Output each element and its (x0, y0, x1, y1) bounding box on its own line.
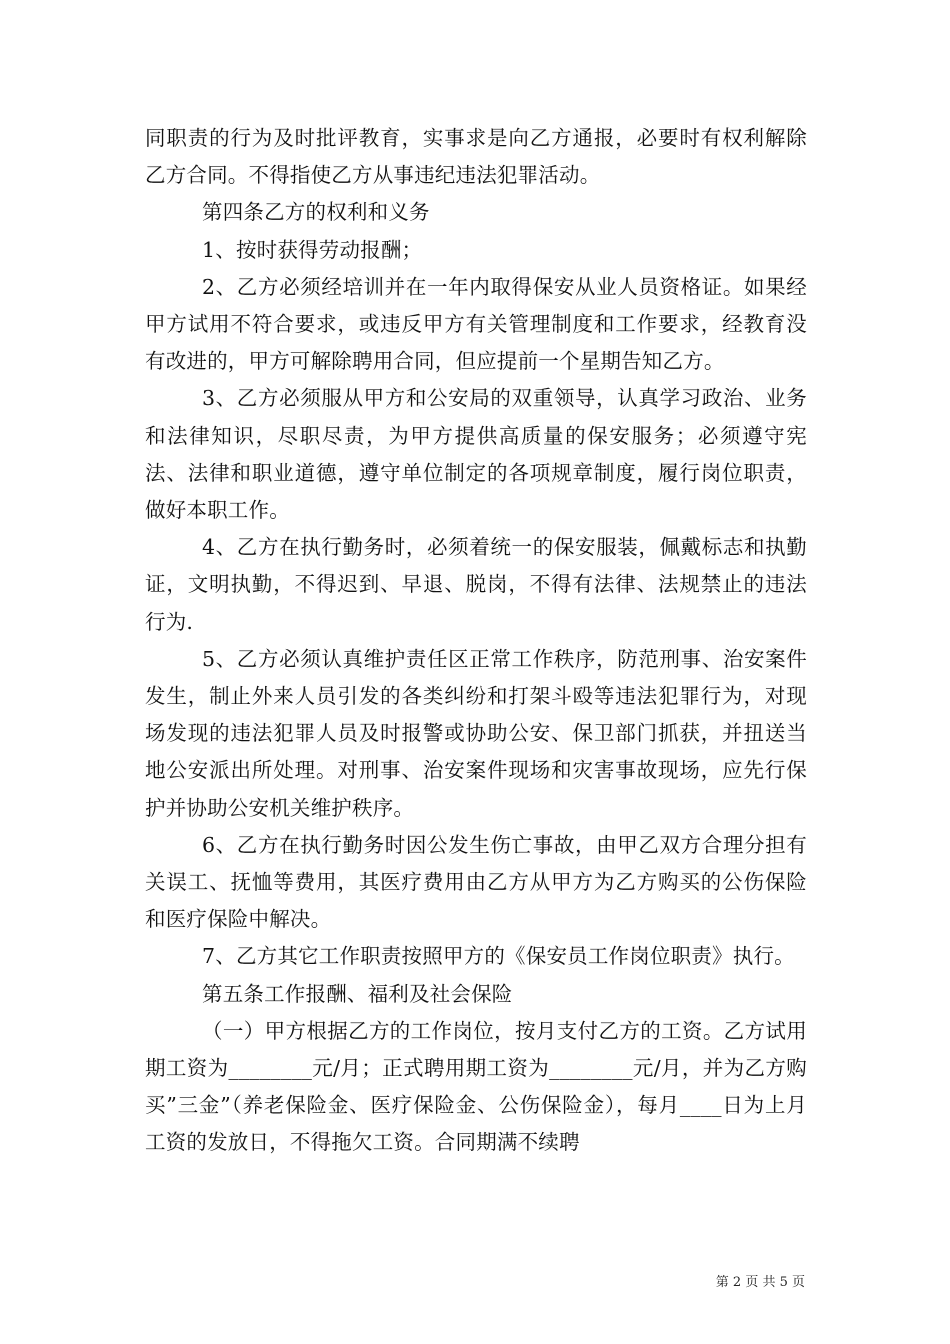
clause-5-1: （一）甲方根据乙方的工作岗位，按月支付乙方的工资。乙方试用期工资为________元/月；正式聘用期工资为________元/月，并为乙方购买”三金”（养老保险金、医疗保险金、公伤保险金），每月____日为上月工资的发放日，不得拖欠工资。合同期满不续聘 (145, 1018, 807, 1155)
page-number-label: 第 2 页 共 5 页 (715, 1275, 805, 1290)
clause-4-3: 3、乙方必须服从甲方和公安局的双重领导，认真学习政治、业务和法律知识，尽职尽责，为甲方提供高质量的保安服务；必须遵守宪法、法律和职业道德，遵守单位制定的各项规章制度，履行岗位职责，做好本职工作。 (145, 386, 807, 523)
article-5-heading: 第五条工作报酬、福利及社会保险 (202, 981, 513, 1006)
document-body (145, 120, 807, 1162)
clause-4-7: 7、乙方其它工作职责按照甲方的《保安员工作岗位职责》执行。 (202, 944, 795, 969)
clause-4-1: 1、按时获得劳动报酬； (202, 237, 423, 262)
page-number-footer (0, 1274, 950, 1292)
article-4-heading: 第四条乙方的权利和义务 (202, 200, 430, 225)
clause-4-5: 5、乙方必须认真维护责任区正常工作秩序，防范刑事、治安案件发生，制止外来人员引发的各类纠纷和打架斗殴等违法犯罪行为，对现场发现的违法犯罪人员及时报警或协助公安、保卫部门抓获，并扭送当地公安派出所处理。对刑事、治安案件现场和灾害事故现场，应先行保护并协助公安机关维护秩序。 (145, 646, 807, 820)
clause-4-2: 2、乙方必须经培训并在一年内取得保安从业人员资格证。如果经甲方试用不符合要求，或违反甲方有关管理制度和工作要求，经教育没有改进的，甲方可解除聘用合同，但应提前一个星期告知乙方。 (145, 274, 807, 374)
clause-4-4: 4、乙方在执行勤务时，必须着统一的保安服装，佩戴标志和执勤证，文明执勤，不得迟到、早退、脱岗，不得有法律、法规禁止的违法行为. (145, 535, 807, 634)
clause-4-6: 6、乙方在执行勤务时因公发生伤亡事故，由甲乙双方合理分担有关误工、抚恤等费用，其医疗费用由乙方从甲方为乙方购买的公伤保险和医疗保险中解决。 (145, 832, 807, 932)
paragraph-continuation: 同职责的行为及时批评教育，实事求是向乙方通报，必要时有权利解除乙方合同。不得指使乙方从事违纪违法犯罪活动。 (145, 126, 807, 188)
